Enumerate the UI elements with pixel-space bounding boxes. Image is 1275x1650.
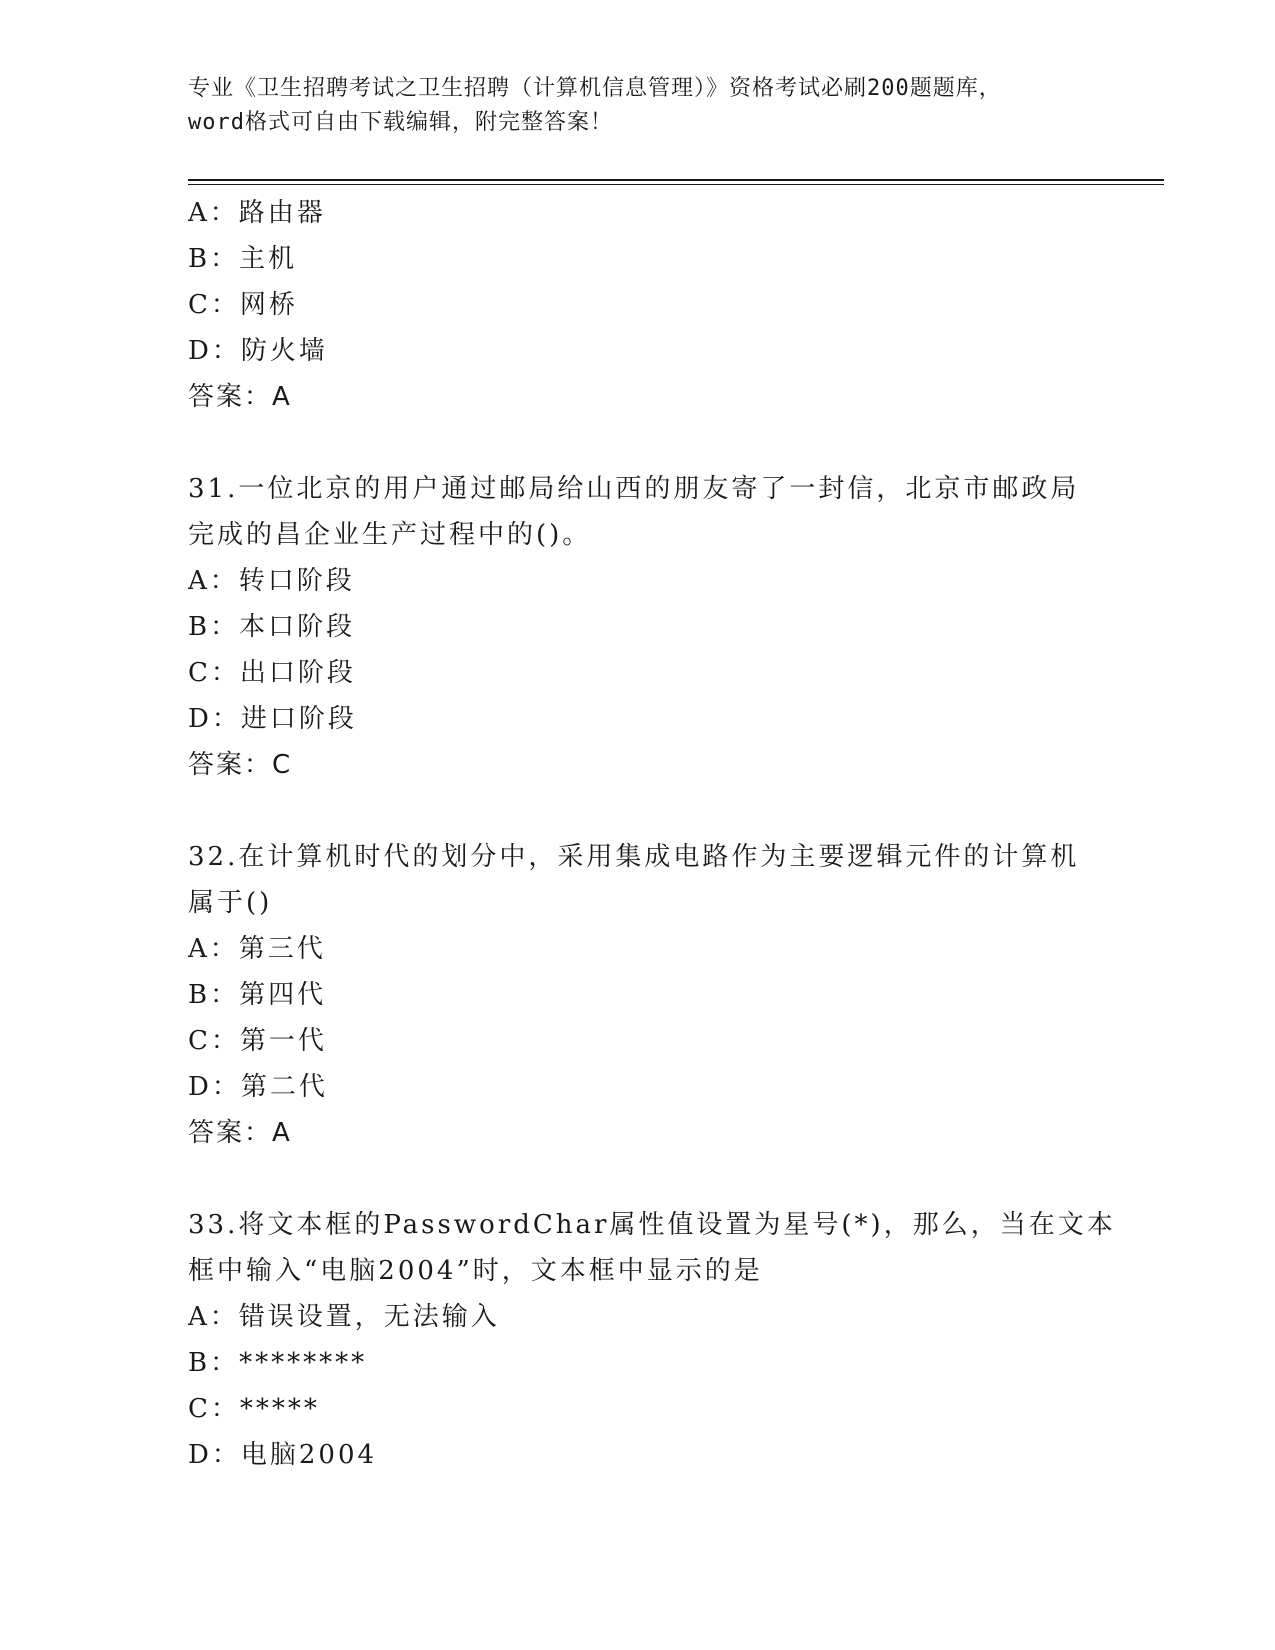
option-row [188,1432,1088,1478]
answer-line: 答案：A [188,1118,292,1148]
header-divider-thick [188,179,1164,181]
option-row [188,328,1088,374]
option-row [188,558,1088,604]
option-text: 错误设置，无法输入 [238,1302,500,1332]
option-row [188,1340,1088,1386]
option-letter: D： [188,1072,241,1102]
option-text: 出口阶段 [239,658,356,688]
option-letter: C： [188,658,240,688]
answer-line: 答案：A [188,382,292,412]
option-row [188,1018,1088,1064]
option-row [188,282,1088,328]
option-letter: A： [188,198,239,228]
option-letter: B： [188,1348,240,1378]
header-title-line-2: word格式可自由下载编辑，附完整答案！ [188,110,613,135]
question-block-32 [188,834,1088,1156]
option-letter: A： [188,1302,239,1332]
option-text: ***** [239,1394,320,1424]
option-letter: A： [188,566,239,596]
question-stem-line: 属于() [188,888,273,918]
option-letter: A： [188,934,239,964]
option-text: 转口阶段 [238,566,355,596]
option-row [188,696,1088,742]
option-text: 防火墙 [240,336,328,366]
option-text: 第四代 [239,980,327,1010]
option-row [188,650,1088,696]
question-block-31 [188,466,1088,788]
option-row [188,926,1088,972]
option-letter: C： [188,1026,240,1056]
option-letter: B： [188,980,240,1010]
option-row [188,236,1088,282]
question-block-prev [188,190,1088,420]
spacer [188,788,1088,834]
question-stem-line: 31.一位北京的用户通过邮局给山西的朋友寄了一封信，北京市邮政局 [188,474,1080,504]
option-row [188,190,1088,236]
option-letter: B： [188,612,240,642]
question-block-33 [188,1202,1116,1478]
option-text: 网桥 [239,290,298,320]
question-stem-line: 框中输入“电脑2004”时，文本框中显示的是 [188,1256,763,1286]
option-row [188,1064,1088,1110]
option-text: 进口阶段 [240,704,357,734]
option-letter: B： [188,244,240,274]
question-stem-line: 32.在计算机时代的划分中，采用集成电路作为主要逻辑元件的计算机 [188,842,1080,872]
option-text: ******** [239,1348,368,1378]
option-letter: C： [188,1394,240,1424]
document-header [188,72,1088,140]
option-letter: D： [188,1440,241,1470]
option-letter: D： [188,336,241,366]
answer-line: 答案：C [188,750,293,780]
option-letter: D： [188,704,241,734]
option-text: 主机 [239,244,298,274]
option-text: 本口阶段 [239,612,356,642]
option-text: 路由器 [238,198,326,228]
spacer [188,420,1088,466]
option-text: 第三代 [238,934,326,964]
spacer [188,1156,1088,1202]
option-text: 第一代 [239,1026,327,1056]
document-body [188,190,1116,1478]
question-stem-line: 完成的昌企业生产过程中的()。 [188,520,592,550]
option-row [188,604,1088,650]
option-row [188,972,1088,1018]
option-text: 第二代 [240,1072,328,1102]
header-title-line-1: 专业《卫生招聘考试之卫生招聘（计算机信息管理）》资格考试必刷200题题库， [188,76,1002,101]
header-divider-thin [188,184,1164,185]
option-row [188,1386,1088,1432]
question-stem-line: 33.将文本框的PasswordChar属性值设置为星号(*)，那么，当在文本 [188,1210,1116,1240]
option-text: 电脑2004 [240,1440,378,1470]
option-letter: C： [188,290,240,320]
option-row [188,1294,1088,1340]
